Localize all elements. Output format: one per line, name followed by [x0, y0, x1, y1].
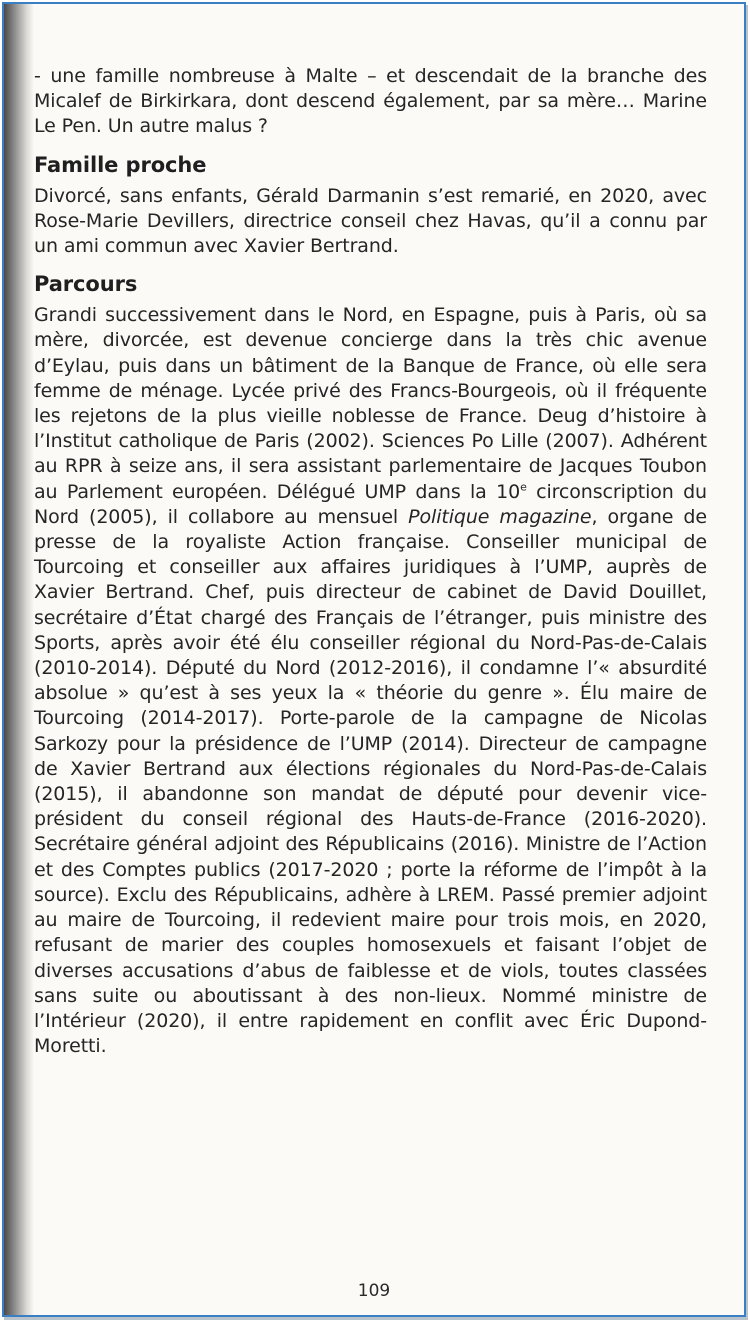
section-heading-famille-proche: Famille proche: [34, 152, 207, 177]
magazine-title: Politique magazine: [408, 505, 592, 528]
parcours-text-part1: Grandi successivement dans le Nord, en Espagne, puis à Paris, où sa mère, divorcée, est devenue concierge dans la très chic avenue d’Eylau, puis dans un bâtiment de la Banque de France, où elle sera femme de ménage. Lycée privé des Francs-Bourgeois, où il fréquente les rejetons de la plus vieille noblesse de France. Deug d’histoire à l’Institut catholique de Paris (2002). Sciences Po Lille (2007). Adhérent au RPR à seize ans, il sera assistant parlementaire de Jacques Toubon au Parlement européen. Délégué UMP dans la 10: [34, 304, 707, 503]
parcours-text-part3: , organe de presse de la royaliste Action française. Conseiller municipal de Tourcoing et conseiller aux affaires juridiques à l’UMP, auprès de Xavier Bertrand. Chef, puis directeur de cabinet de David Douillet, secrétaire d’État chargé des Français de l’étranger, puis ministre des Sports, après avoir été élu conseiller régional du Nord-Pas-de-Calais (2010-2014). Député du Nord (2012-2016), il condamne l’« absurdité absolue » qu’est à ses yeux la « théorie du genre ». Élu maire de Tourcoing (2014-2017). Porte-parole de la campagne de Nicolas Sarkozy pour la présidence de l’UMP (2014). Directeur de campagne de Xavier Bertrand aux élections régionales du Nord-Pas-de-Calais (2015), il abandonne son mandat de député pour devenir vice-président du conseil régional des Hauts-de-France (2016-2020). Secrétaire général adjoint des Républicains (2016). Ministre de l’Action et des Comptes publics (2017-2020 ; porte la réforme de l’impôt à la source). Exclu des Républicains, adhère à LREM. Passé premier adjoint au maire de Tourcoing, il redevient maire pour trois mois, en 2020, refusant de marier des couples homosexuels et faisant l’objet de diverses accusations d’abus de faiblesse et de viols, toutes classées sans suite ou aboutissant à des non-lieux. Nommé ministre de l’Intérieur (2020), il entre rapidement en conflit avec Éric Dupond-Moretti.: [34, 505, 707, 1058]
page-number: 109: [357, 1281, 391, 1301]
section-heading-parcours: Parcours: [34, 272, 138, 297]
parcours-text-part2: circonscription du Nord (2005), il collabore au mensuel: [34, 480, 708, 528]
page-frame: [2, 2, 746, 1317]
intro-paragraph: - une famille nombreuse à Malte – et descendait de la branche des Micalef de Birkirkara, dont descend également, par sa mère… Marine Le Pen. Un autre malus ?: [34, 65, 707, 138]
famille-proche-paragraph: Divorcé, sans enfants, Gérald Darmanin s’est remarié, en 2020, avec Rose-Marie Devillers, directrice conseil chez Havas, qu’il a connu par un ami commun avec Xavier Bertrand.: [34, 184, 707, 258]
ordinal-superscript: e: [520, 480, 527, 494]
page-content: [34, 64, 707, 1059]
book-binding-shadow: [4, 4, 34, 1315]
parcours-paragraph: [34, 303, 707, 1059]
